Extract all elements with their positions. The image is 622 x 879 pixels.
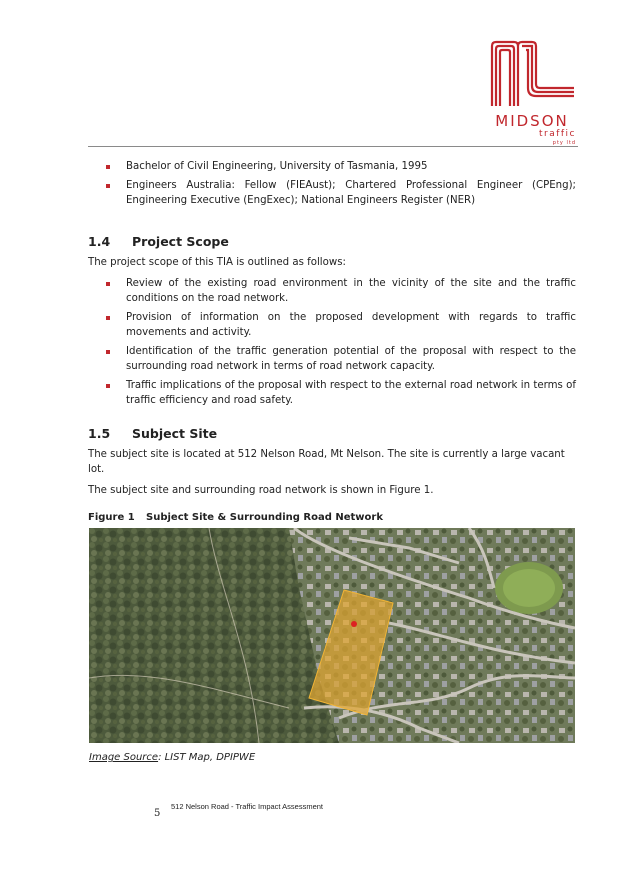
logo-sub2: pty ltd [552, 140, 576, 146]
list-item: Provision of information on the proposed development with regards to traffic movements and activity. [88, 310, 576, 340]
bullet-icon [106, 350, 110, 354]
document-body [88, 159, 576, 531]
list-item: Traffic implications of the proposal with respect to the external road network in terms of traffic efficiency and road safety. [88, 378, 576, 408]
bullet-icon [106, 184, 110, 188]
paragraph: The project scope of this TIA is outlined as follows: [88, 257, 346, 268]
aerial-photo [89, 528, 575, 743]
aerial-map-image [89, 528, 575, 743]
paragraph: The subject site and surrounding road network is shown in Figure 1. [88, 485, 434, 496]
logo-sub: traffic [538, 129, 576, 139]
midson-logo-mark [488, 38, 576, 110]
page-number: 5 [154, 808, 161, 819]
bullet-icon [106, 282, 110, 286]
list-item: Bachelor of Civil Engineering, University of Tasmania, 1995 [88, 159, 576, 174]
bullet-icon [106, 384, 110, 388]
section-heading: 1.5 Subject Site [88, 426, 218, 441]
figure-caption: Figure 1 Subject Site & Surrounding Road Network [88, 512, 383, 523]
list-item: Engineers Australia: Fellow (FIEAust); Chartered Professional Engineer (CPEng); Engineering Executive (EngExec); National Engineers Register (NER) [88, 178, 576, 208]
bullet-icon [106, 165, 110, 169]
section-heading: 1.4 Project Scope [88, 234, 229, 249]
bullet-icon [106, 316, 110, 320]
scope-list [88, 276, 576, 408]
image-source: Image Source: LIST Map, DPIPWE [89, 752, 256, 763]
list-item: Identification of the traffic generation potential of the proposal with respect to the surrounding road network in terms of road network capacity. [88, 344, 576, 374]
logo-name: MIDSON [495, 112, 569, 130]
footer-text: 512 Nelson Road - Traffic Impact Assessment [171, 802, 324, 811]
qualifications-list [88, 159, 576, 208]
header-divider [88, 146, 578, 147]
company-logo [484, 38, 580, 146]
paragraph: The subject site is located at 512 Nelson Road, Mt Nelson. The site is currently a large vacant lot. [88, 449, 565, 475]
list-item: Review of the existing road environment in the vicinity of the site and the traffic conditions on the road network. [88, 276, 576, 306]
